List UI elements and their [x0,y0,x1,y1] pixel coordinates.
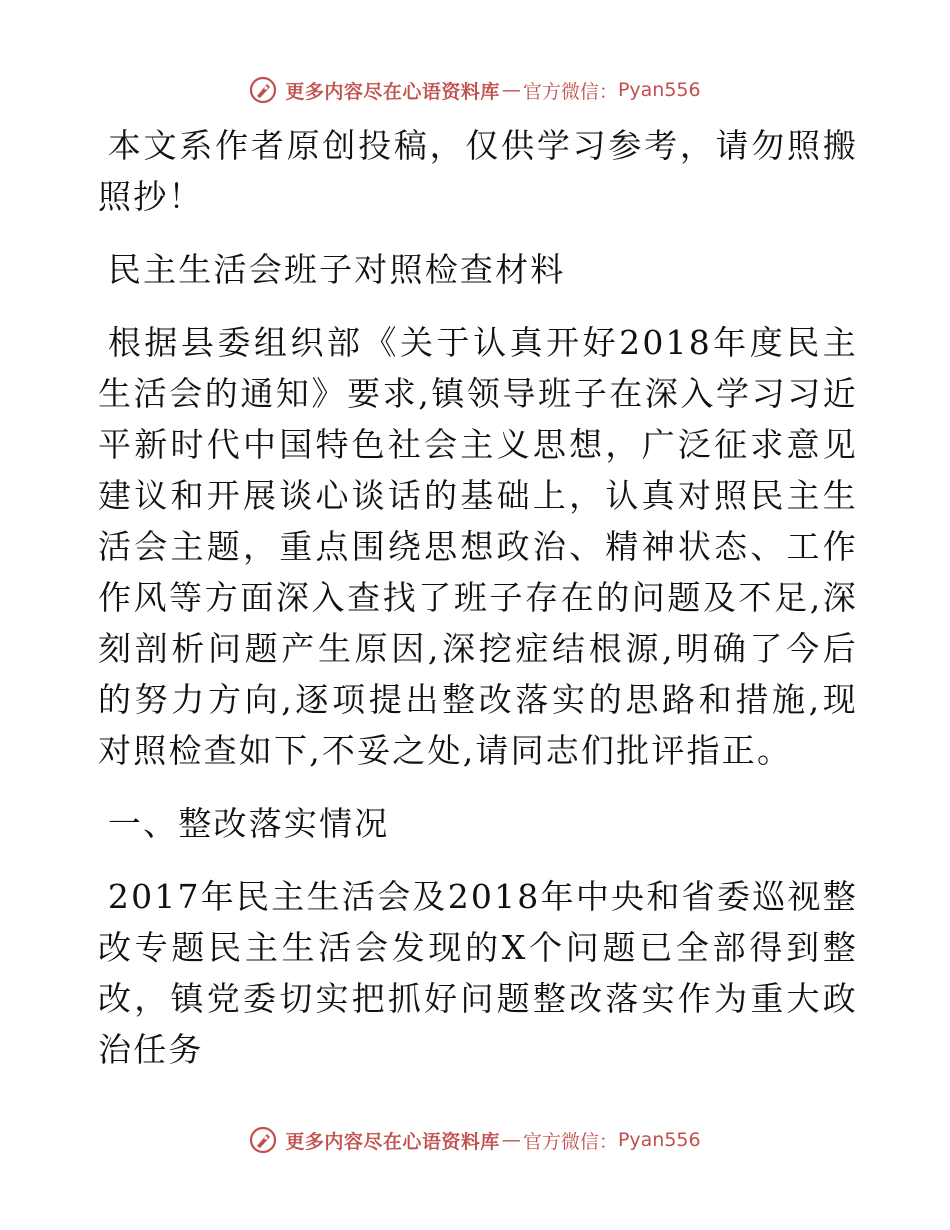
watermark-account: Pyan556 [617,1129,701,1151]
watermark-brand: 更多内容尽在心语资料库 [285,1130,500,1153]
copyright-notice: 本文系作者原创投稿，仅供学习参考，请勿照搬照抄！ [98,126,858,216]
document-title: 民主生活会班子对照检查材料 [107,250,566,289]
watermark-account: Pyan556 [617,79,701,101]
watermark-label: 官方微信： [522,80,618,103]
section-paragraph: 2017年民主生活会及2018年中央和省委巡视整改专题民主生活会发现的X个问题已全部得到整改，镇党委切实把抓好问题整改落实作为重大政治任务 [98,877,858,1069]
watermark-separator: — [501,1129,521,1151]
section-heading: 一、整改落实情况 [107,804,390,843]
watermark-banner-top [0,72,950,108]
pen-nib-circle-icon [249,76,277,104]
pen-nib-circle-icon [249,1126,277,1154]
watermark-brand: 更多内容尽在心语资料库 [285,80,500,103]
intro-paragraph: 根据县委组织部《关于认真开好2018年度民主生活会的通知》要求,镇领导班子在深入学习习近平新时代中国特色社会主义思想，广泛征求意见建议和开展谈心谈话的基础上，认真对照民主生活会主题，重点围绕思想政治、精神状态、工作作风等方面深入查找了班子存在的问题及不足,深刻剖析问题产生原因,深挖症结根源,明确了今后的努力方向,逐项提出整改落实的思路和措施,现对照检查如下,不妥之处,请同志们批评指正。 [98,323,858,770]
watermark-label: 官方微信： [522,1130,618,1153]
watermark-separator: — [501,79,521,101]
watermark-banner-bottom [0,1122,950,1158]
document-body [98,120,858,1075]
